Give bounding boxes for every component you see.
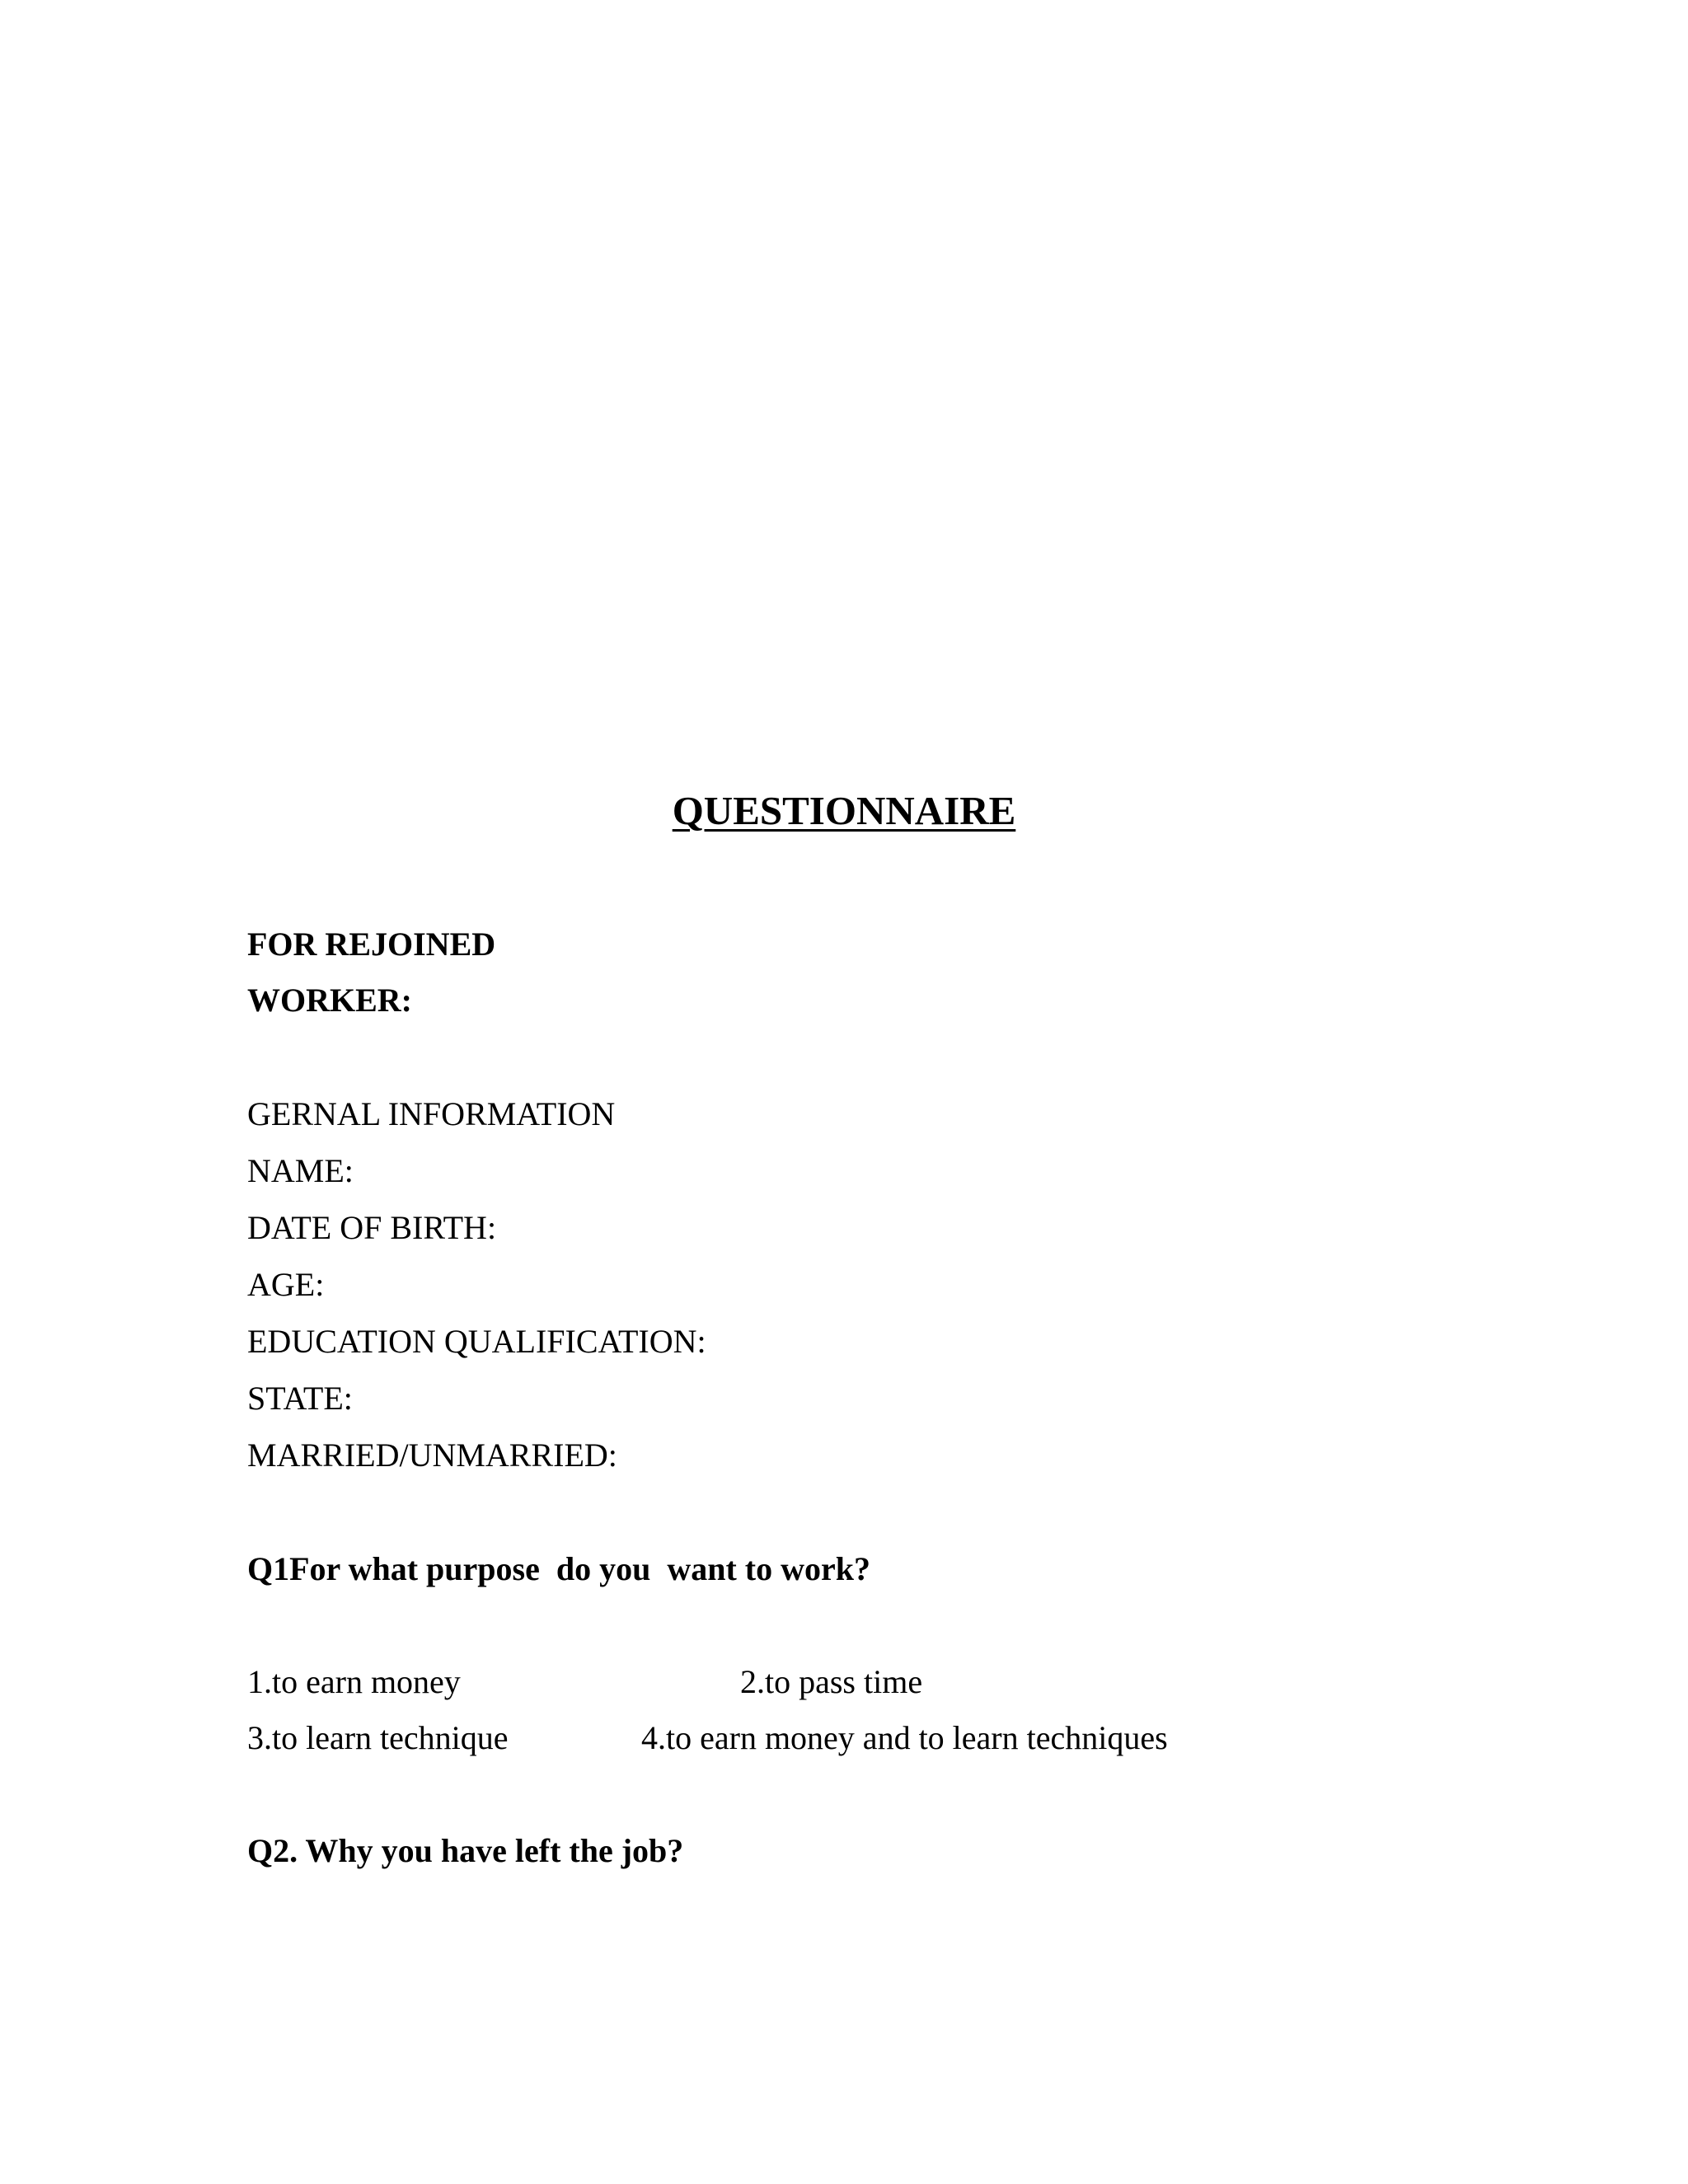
field-education-qualification-label: EDUCATION QUALIFICATION: [247, 1323, 706, 1360]
question-1-option-4: 4.to earn money and to learn techniques [641, 1719, 1168, 1756]
field-date-of-birth-label: DATE OF BIRTH: [247, 1209, 497, 1246]
field-marital-status-label: MARRIED/UNMARRIED: [247, 1436, 617, 1474]
section-heading-line-1: FOR REJOINED [247, 926, 496, 963]
question-1-option-2: 2.to pass time [740, 1663, 923, 1700]
question-1-option-1: 1.to earn money [247, 1663, 461, 1700]
general-information-heading: GERNAL INFORMATION [247, 1095, 616, 1132]
question-2-text: Q2. Why you have left the job? [247, 1832, 684, 1869]
section-heading-line-2: WORKER: [247, 982, 412, 1019]
field-age-label: AGE: [247, 1266, 325, 1303]
page-title: QUESTIONNAIRE [672, 788, 1016, 833]
question-1-text: Q1For what purpose do you want to work? [247, 1550, 870, 1587]
question-1-option-3: 3.to learn technique [247, 1719, 509, 1756]
field-name-label: NAME: [247, 1152, 354, 1189]
field-state-label: STATE: [247, 1380, 353, 1417]
